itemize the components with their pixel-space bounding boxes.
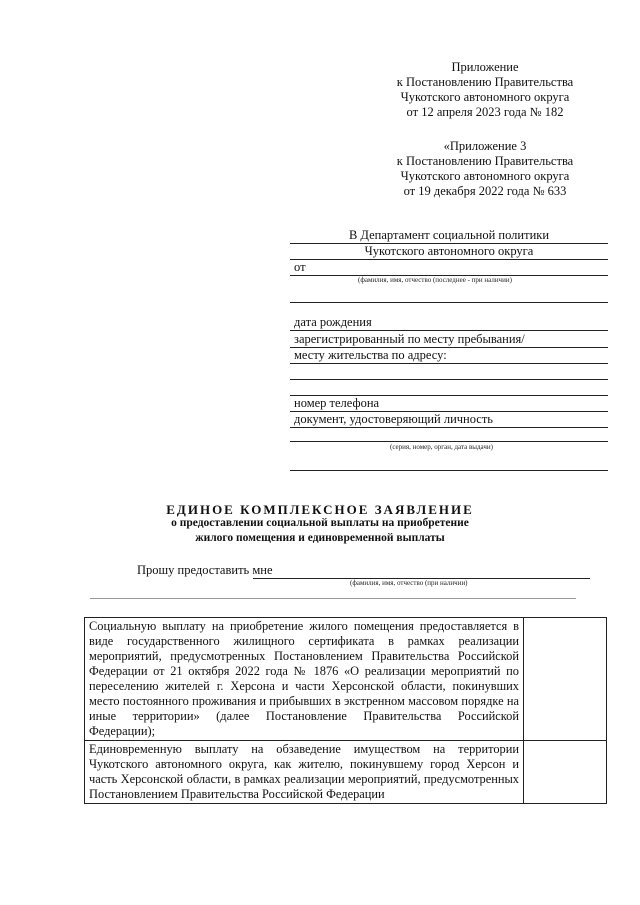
- option-text-housing: Социальную выплату на приобретение жилого помещения предоставляется в виде государственного жилищного сертификата в рамках реализации мероприятий, предусмотренных Постановлением Правительства Российской Федерации от 21 октября 2022 года № 1876 «О реализации мероприятий по переселению жителей г. Херсона и части Херсонской области, покинувших место постоянного проживания и прибывших в экстренном массовом порядке на иные территории» (далее Постановление Правительства Российской Федерации);: [85, 618, 524, 741]
- appendix-line-1: Приложение: [451, 60, 519, 74]
- appendix3-line-2: к Постановлению Правительства: [396, 154, 574, 168]
- appendix3-line-1: «Приложение 3: [443, 139, 527, 153]
- name-hint: (фамилия, имя, отчество (последнее - при наличии): [358, 276, 512, 284]
- addressee-line-2: [290, 244, 608, 260]
- options-table: [84, 617, 607, 804]
- residence-label: месту жительства по адресу:: [294, 348, 447, 362]
- phone-label: номер телефона: [294, 396, 380, 410]
- residence-field[interactable]: [290, 348, 608, 364]
- form-title: ЕДИНОЕ КОМПЛЕКСНОЕ ЗАЯВЛЕНИЕ: [166, 502, 474, 517]
- address-blank-line-1[interactable]: [290, 364, 608, 380]
- appendix3-header: [380, 139, 590, 199]
- phone-field[interactable]: [290, 396, 608, 412]
- option-check-lump-sum[interactable]: [524, 741, 607, 804]
- registered-field[interactable]: [290, 332, 608, 348]
- appendix3-line-3: Чукотского автономного округа: [400, 169, 570, 183]
- registered-label: зарегистрированный по месту пребывания/: [294, 332, 525, 346]
- request-label: Прошу предоставить мне: [137, 563, 273, 577]
- from-label: от: [294, 260, 306, 274]
- id-document-label: документ, удостоверяющий личность: [294, 412, 494, 426]
- birth-date-field[interactable]: [290, 315, 608, 331]
- form-subtitle-2: жилого помещения и единовременной выплаты: [195, 532, 445, 544]
- addressee-line-1: [290, 228, 608, 244]
- form-subtitle-1: о предоставлении социальной выплаты на приобретение: [171, 517, 469, 529]
- appendix-line-2: к Постановлению Правительства: [396, 75, 574, 89]
- id-blank-line-2[interactable]: [290, 455, 608, 471]
- option-row: [85, 741, 607, 804]
- request-name-line[interactable]: [253, 564, 590, 579]
- appendix-line-3: Чукотского автономного округа: [400, 90, 570, 104]
- appendix-line-4: от 12 апреля 2023 года № 182: [406, 105, 564, 119]
- address-blank-line-2[interactable]: [290, 380, 608, 396]
- option-text-lump-sum: Единовременную выплату на обзаведение имуществом на территории Чукотского автономного округа, как жителю, покинувшему город Херсон и часть Херсонской области, в рамках реализации мероприятий, предусмотренных Постановлением Правительства Российской Федерации: [85, 741, 524, 804]
- addressee-text-1: В Департамент социальной политики: [348, 228, 550, 242]
- name-blank-line[interactable]: [290, 287, 608, 303]
- separator-line: [90, 598, 576, 599]
- id-blank-line[interactable]: [290, 426, 608, 442]
- request-hint: (фамилия, имя, отчество (при наличии): [350, 579, 468, 587]
- appendix-header: [380, 60, 590, 120]
- addressee-text-2: Чукотского автономного округа: [364, 244, 534, 258]
- option-check-housing[interactable]: [524, 618, 607, 741]
- option-row: [85, 618, 607, 741]
- id-hint: (серия, номер, орган, дата выдачи): [390, 443, 493, 451]
- from-field[interactable]: [290, 260, 608, 276]
- birth-date-label: дата рождения: [294, 315, 372, 329]
- appendix3-line-4: от 19 декабря 2022 года № 633: [403, 184, 567, 198]
